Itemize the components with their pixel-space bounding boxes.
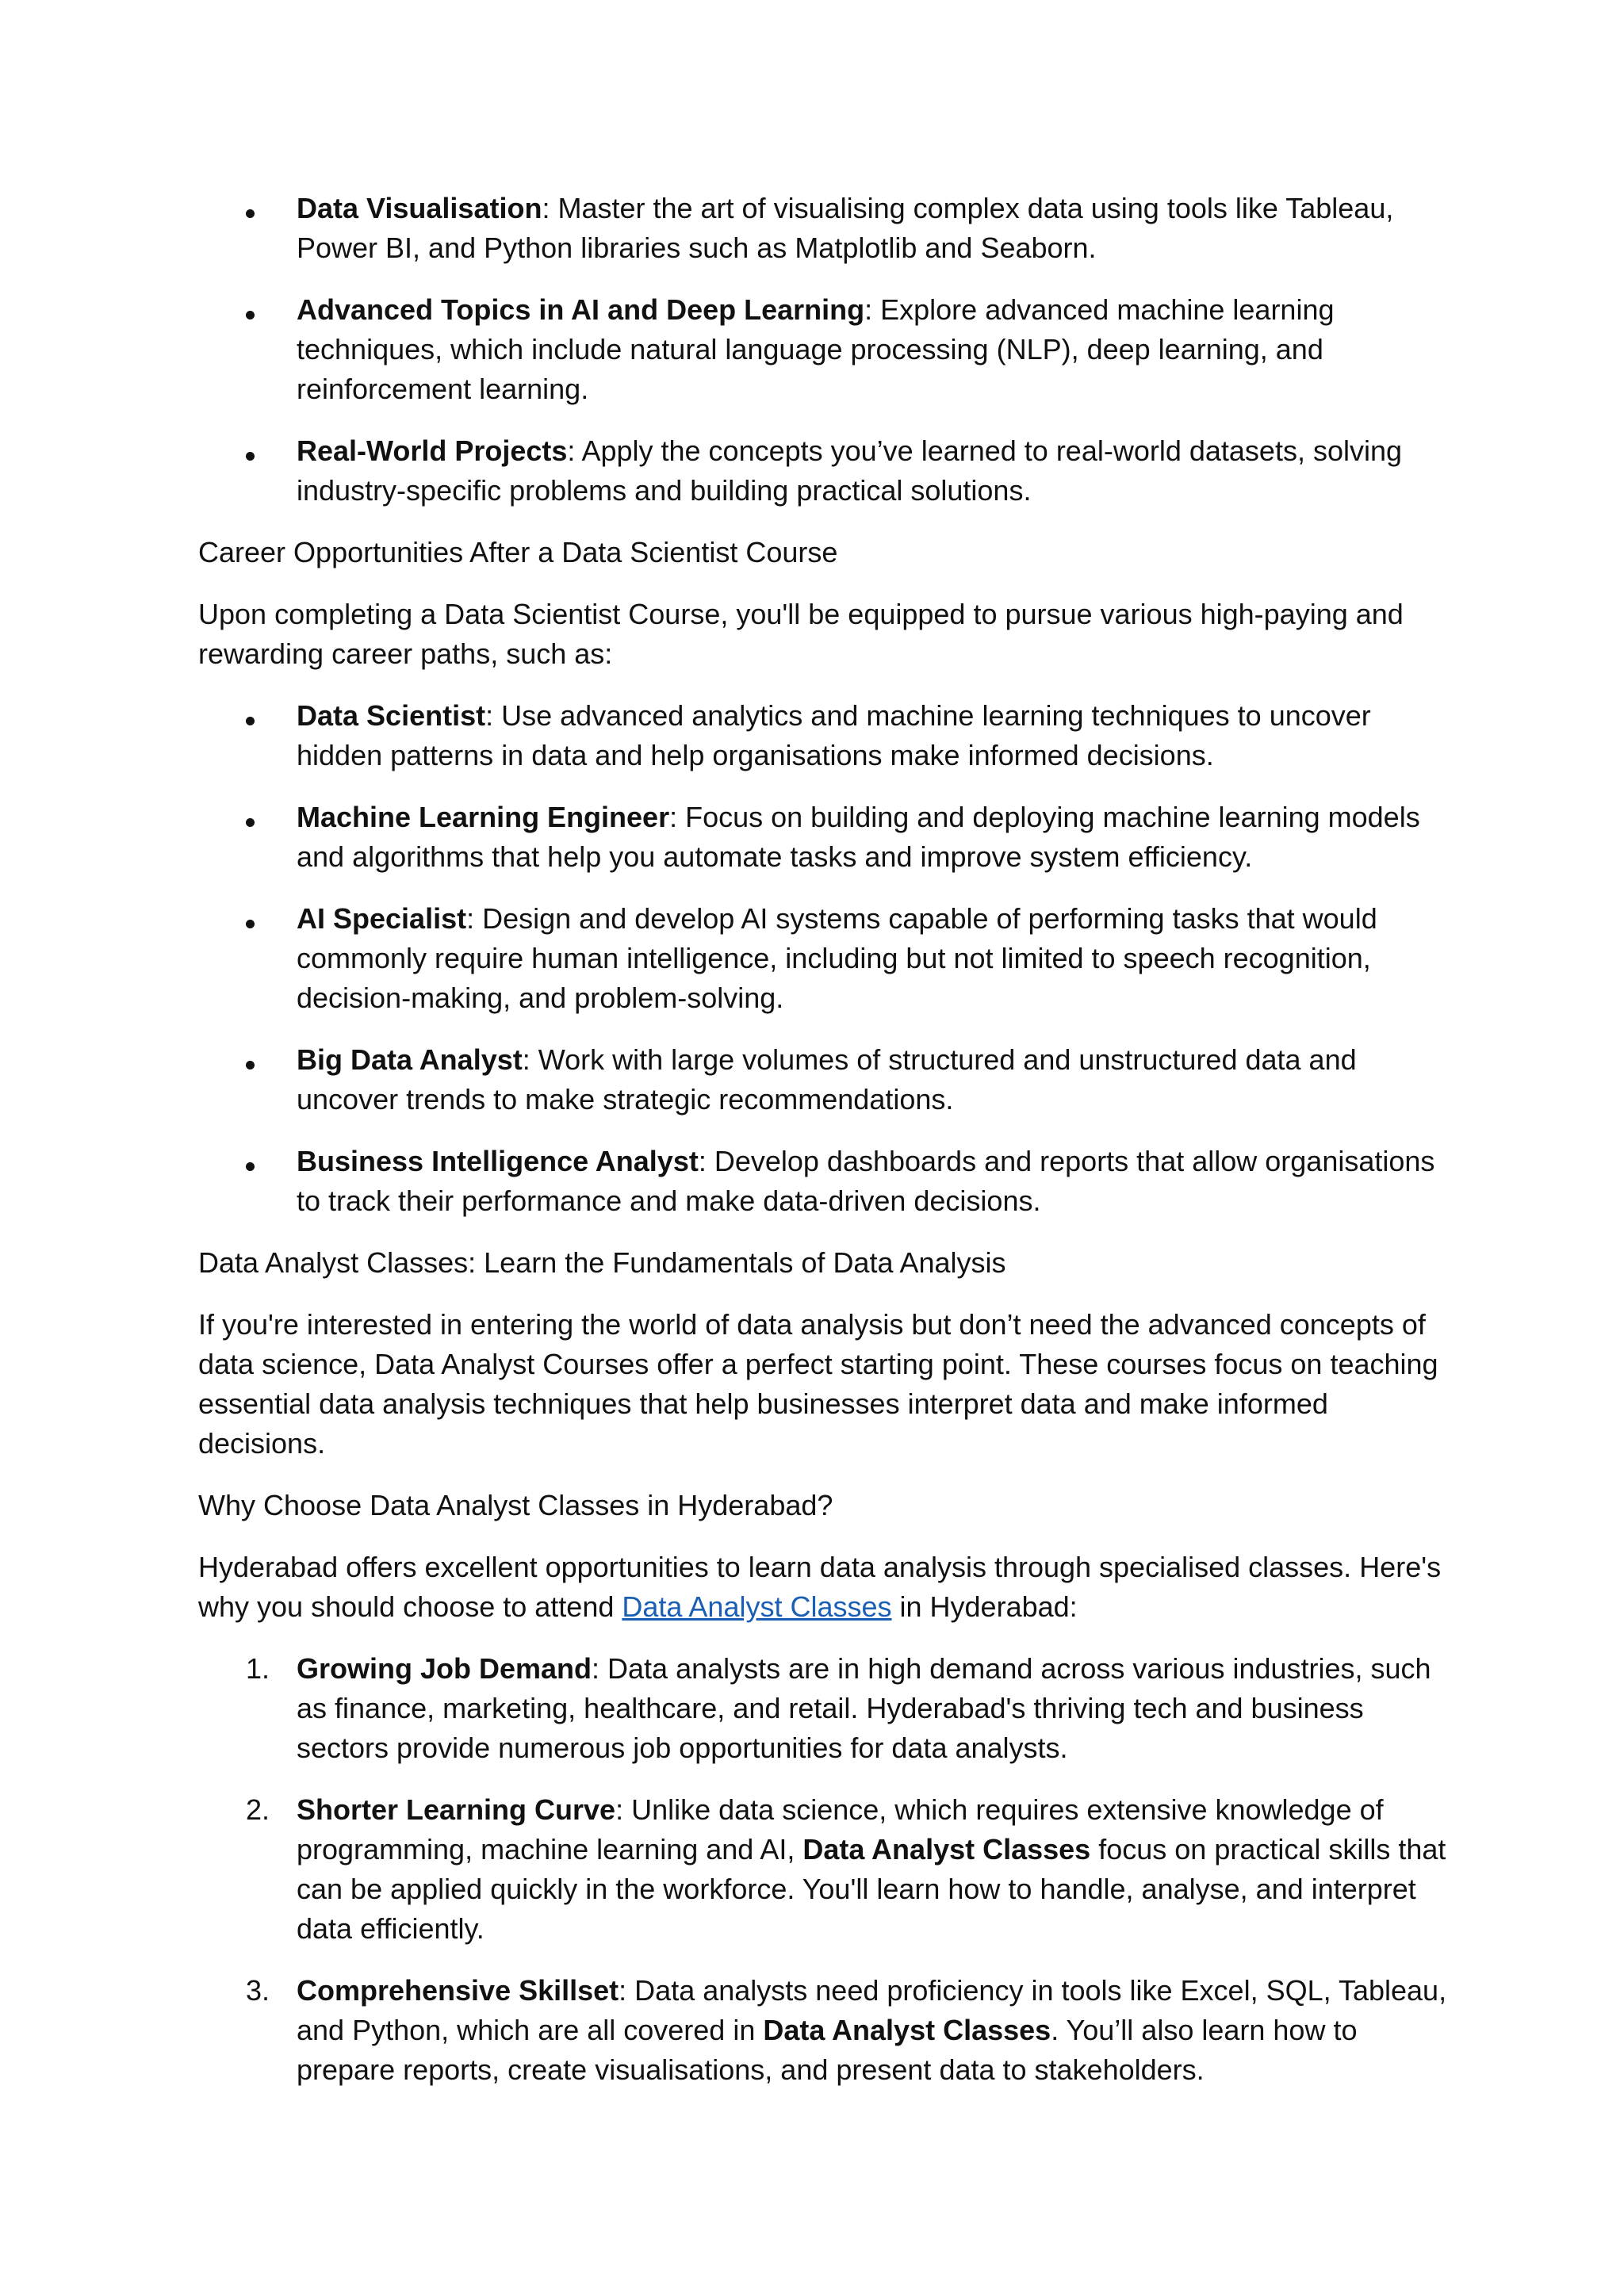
list-item-term: Comprehensive Skillset: [297, 1974, 619, 2007]
paragraph-why-text-before: Hyderabad offers excellent opportunities to learn data analysis through specialised classes. Here's why you should choose to attend: [198, 1551, 1442, 1623]
list-item-text: : Focus on building and deploying machine learning models and algorithms that help you automate tasks and improve system efficiency.: [297, 801, 1420, 873]
list-item-term-inline: Data Analyst Classes: [763, 2014, 1051, 2046]
list-item: [198, 290, 1459, 409]
list-item: [198, 431, 1459, 511]
paragraph-classes: If you're interested in entering the world of data analysis but don’t need the advanced concepts of data science, Data Analyst Courses offer a perfect starting point. These courses focus on teaching essential data analysis techniques that help businesses interpret data and make informed decisions.: [198, 1308, 1438, 1460]
section-heading-why: Why Choose Data Analyst Classes in Hyderabad?: [198, 1489, 833, 1521]
list-item-text: : Use advanced analytics and machine learning techniques to uncover hidden patterns in data and help organisations make informed decisions.: [297, 699, 1371, 771]
list-item-text: : Unlike data science, which requires extensive knowledge of programming, machine learning and AI,: [297, 1793, 1384, 1866]
list-item: [198, 696, 1459, 775]
list-item-text: : Design and develop AI systems capable of performing tasks that would commonly require human intelligence, including but not limited to speech recognition, decision-making, and problem-solving.: [297, 902, 1377, 1014]
data-analyst-classes-link[interactable]: Data Analyst Classes: [622, 1590, 892, 1623]
list-item-term: Data Visualisation: [297, 192, 542, 224]
list-item-text: : Explore advanced machine learning techniques, which include natural language processing (NLP), deep learning, and reinforcement learning.: [297, 293, 1335, 405]
paragraph-why: [198, 1548, 1459, 1627]
list-number: 1.: [246, 1652, 270, 1685]
paragraph-why-text-after: in Hyderabad:: [891, 1590, 1078, 1623]
paragraph-career: Upon completing a Data Scientist Course, you'll be equipped to pursue various high-paying and rewarding career paths, such as:: [198, 598, 1404, 670]
list-number: 2.: [246, 1793, 270, 1826]
list-item-term: Data Scientist: [297, 699, 486, 732]
bullet-marker: [246, 1040, 278, 1080]
list-item-text: : Work with large volumes of structured and unstructured data and uncover trends to make strategic recommendations.: [297, 1043, 1357, 1115]
list-item-text-continued: focus on practical skills that can be applied quickly in the workforce. You'll learn how to handle, analyse, and interpret data efficiently.: [297, 1833, 1446, 1945]
list-number: 3.: [246, 1974, 270, 2007]
reasons-numbered-list: [198, 1649, 1459, 2090]
list-item: [198, 189, 1459, 268]
list-item-term: Real-World Projects: [297, 434, 568, 467]
list-item-text-continued: . You’ll also learn how to prepare reports, create visualisations, and present data to stakeholders.: [297, 2014, 1358, 2086]
list-item: [198, 798, 1459, 877]
section-heading-classes: Data Analyst Classes: Learn the Fundamentals of Data Analysis: [198, 1246, 1006, 1279]
skills-bullet-list: [198, 189, 1459, 511]
bullet-marker: [246, 189, 278, 228]
list-item: [198, 1790, 1459, 1949]
list-item-term: Business Intelligence Analyst: [297, 1145, 699, 1177]
document-page: [198, 189, 1459, 2112]
list-item: [198, 1142, 1459, 1221]
list-item: [198, 1649, 1459, 1768]
list-item-term: Advanced Topics in AI and Deep Learning: [297, 293, 865, 326]
bullet-marker: [246, 431, 278, 471]
list-item-term: Shorter Learning Curve: [297, 1793, 616, 1826]
list-item: [198, 1040, 1459, 1119]
section-heading-career: Career Opportunities After a Data Scientist Course: [198, 536, 838, 568]
career-bullet-list: [198, 696, 1459, 1221]
list-item-term-inline: Data Analyst Classes: [802, 1833, 1091, 1866]
bullet-marker: [246, 290, 278, 330]
list-item-term: Growing Job Demand: [297, 1652, 592, 1685]
list-item-text: : Master the art of visualising complex data using tools like Tableau, Power BI, and Python libraries such as Matplotlib and Seaborn.: [297, 192, 1394, 264]
list-item-term: Big Data Analyst: [297, 1043, 523, 1076]
list-item: [198, 1971, 1459, 2090]
list-item-text: : Develop dashboards and reports that allow organisations to track their performance and make data-driven decisions.: [297, 1145, 1435, 1217]
bullet-marker: [246, 1142, 278, 1181]
list-item-text: : Apply the concepts you’ve learned to real-world datasets, solving industry-specific problems and building practical solutions.: [297, 434, 1403, 507]
list-item: [198, 899, 1459, 1018]
list-item-text: : Data analysts need proficiency in tools like Excel, SQL, Tableau, and Python, which are all covered in: [297, 1974, 1447, 2046]
bullet-marker: [246, 696, 278, 736]
list-item-term: Machine Learning Engineer: [297, 801, 670, 833]
bullet-marker: [246, 798, 278, 837]
list-item-term: AI Specialist: [297, 902, 467, 935]
list-item-text: : Data analysts are in high demand across various industries, such as finance, marketing, healthcare, and retail. Hyderabad's thriving tech and business sectors provide numerous job opportunities for data analysts.: [297, 1652, 1431, 1764]
bullet-marker: [246, 899, 278, 939]
